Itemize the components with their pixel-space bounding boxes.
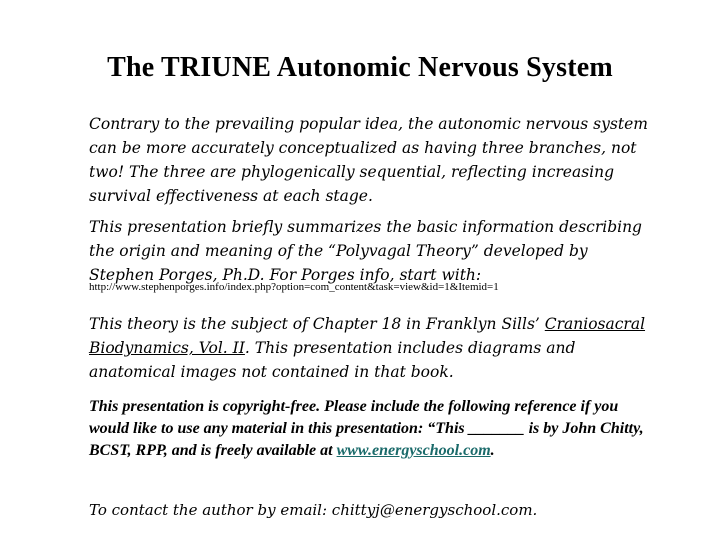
chapter-text-after: . This presentation includes diagrams and anatomical images not contained in that book. xyxy=(89,339,576,381)
porges-url-link[interactable]: http://www.stephenporges.info/index.php?option=com_content&task=view&id=1&Itemid=1 xyxy=(89,281,499,293)
energyschool-link[interactable]: www.energyschool.com xyxy=(336,442,491,459)
chapter-paragraph xyxy=(89,312,649,384)
contact-paragraph: To contact the author by email: chittyj@energyschool.com. xyxy=(89,501,538,519)
copyright-end: . xyxy=(490,442,495,459)
copyright-paragraph xyxy=(89,396,649,462)
copyright-text: This presentation is copyright-free. Please include the following reference if you would like to use any material in this presentation: “This _______ is by John Chitty, BCST, RPP, and is freely available at xyxy=(89,398,644,459)
chapter-text-before: This theory is the subject of Chapter 18 in Franklyn Sills’ xyxy=(89,315,545,333)
book-title: Craniosacral Biodynamics, Vol. II xyxy=(89,315,646,357)
page-title: The TRIUNE Autonomic Nervous System xyxy=(107,52,613,83)
intro-paragraph: Contrary to the prevailing popular idea, the autonomic nervous system can be more accurately conceptualized as having three branches, not two! The three are phylogenically sequential, reflecting increasing survival effectiveness at each stage. xyxy=(89,115,648,205)
summary-paragraph: This presentation briefly summarizes the basic information describing the origin and meaning of the “Polyvagal Theory” developed by Stephen Porges, Ph.D. For Porges info, start with: xyxy=(89,218,642,284)
